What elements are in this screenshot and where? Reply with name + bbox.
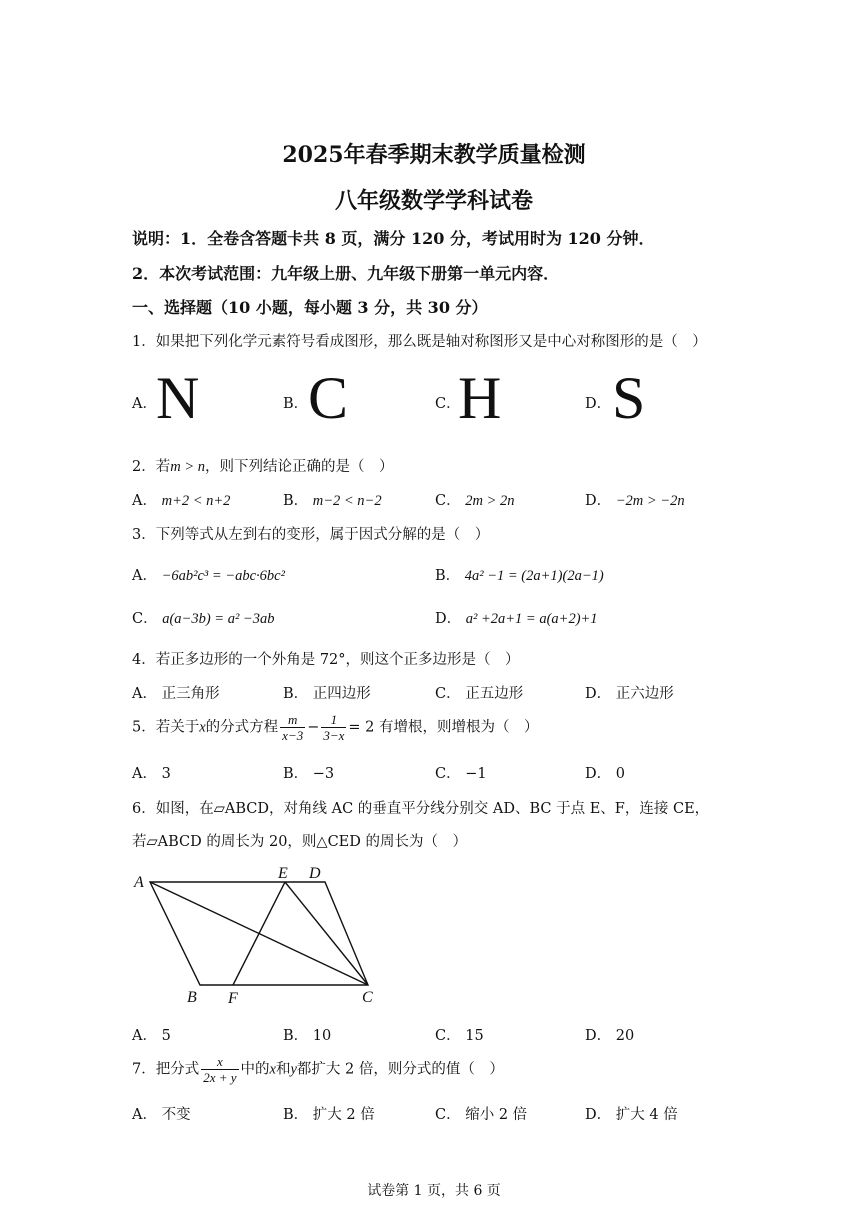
q4-option-c [435, 682, 523, 703]
option-text: 正四边形 [312, 686, 371, 702]
q7-option-c [435, 1103, 527, 1124]
q4-option-d [585, 682, 674, 703]
option-label: C． [435, 686, 461, 702]
q5-stem-text-3: = 2 有增根，则增根为（ ） [348, 719, 539, 736]
q7-var-x: x [269, 1061, 276, 1078]
option-text: a² +2a+1 = a(a+2)+1 [465, 611, 598, 627]
option-label: C． [435, 1107, 461, 1123]
q5-option-c [435, 762, 487, 783]
option-label: B． [283, 493, 309, 509]
option-text: 正五边形 [465, 686, 524, 702]
option-label: D． [585, 686, 612, 702]
q4-stem: 4．若正多边形的一个外角是 72°，则这个正多边形是（ ） [132, 652, 520, 668]
q7-option-a [132, 1103, 191, 1124]
option-text: 10 [312, 1028, 332, 1044]
page-footer: 试卷第 1 页，共 6 页 [367, 1183, 501, 1199]
option-text: −6ab²c³ = −abc·6bc² [161, 568, 285, 584]
option-label: D． [585, 1028, 612, 1044]
q2-stem-math: m > n [170, 459, 205, 475]
q6-option-a [132, 1024, 171, 1045]
q7-stem-text-2: 中的 [240, 1061, 270, 1078]
q4-option-a [132, 682, 220, 703]
q2-stem [132, 455, 394, 476]
fraction-denominator: x−3 [282, 728, 304, 743]
option-text: 扩大 4 倍 [615, 1107, 678, 1123]
q2-option-d [585, 489, 685, 510]
vertex-label-d: D [309, 865, 321, 882]
q7-stem-text-3: 都扩大 2 倍，则分式的值（ ） [296, 1061, 504, 1078]
option-text: 扩大 2 倍 [312, 1107, 375, 1123]
exam-subtitle: 八年级数学学科试卷 [334, 188, 533, 214]
q5-var: x [199, 719, 206, 736]
q6-stem-line-1: 6．如图，在▱ABCD，对角线 AC 的垂直平分线分别交 AD、BC 于点 E、F，连接 CE， [132, 801, 710, 817]
option-label: C． [435, 1028, 461, 1044]
point-label-f: F [228, 990, 238, 1007]
option-label: A． [132, 568, 157, 584]
q6-option-d [585, 1024, 634, 1045]
option-text: 15 [465, 1028, 484, 1044]
option-label: C． [435, 493, 461, 509]
option-label: C． [132, 611, 158, 627]
q5-stem-text-2: 的分式方程 [205, 719, 279, 736]
q2-option-c [435, 489, 514, 510]
q6-stem-line-2: 若▱ABCD 的周长为 20，则△CED 的周长为（ ） [132, 834, 467, 850]
q7-option-d [585, 1103, 678, 1124]
option-label: D． [585, 766, 612, 782]
option-label: B． [283, 686, 309, 702]
option-label: A． [132, 493, 157, 509]
exam-title: 2025年春季期末教学质量检测 [282, 142, 586, 168]
q2-stem-text: 2．若 [132, 459, 171, 475]
option-text: 缩小 2 倍 [465, 1107, 528, 1123]
segment-ef [233, 882, 285, 985]
section-heading: 一、选择题（10 小题，每小题 3 分，共 30 分） [132, 298, 488, 317]
option-text: m−2 < n−2 [312, 493, 382, 509]
q3-option-b [435, 564, 604, 585]
q3-stem: 3．下列等式从左到右的变形，属于因式分解的是（ ） [132, 527, 490, 543]
fraction-numerator: x [201, 1054, 238, 1070]
q1-option-c-label: C． [435, 396, 461, 412]
option-text: 4a² −1 = (2a+1)(2a−1) [464, 568, 604, 584]
option-text: 3 [161, 766, 171, 782]
segment-ce [285, 882, 368, 985]
fraction-denominator: 3−x [323, 728, 345, 743]
fraction-numerator: m [280, 712, 305, 728]
option-text: 20 [615, 1028, 635, 1044]
q6-parallelogram-figure [125, 862, 385, 1010]
option-label: B． [283, 1107, 309, 1123]
q1-option-b-label: B． [283, 396, 309, 412]
fraction-numerator: 1 [321, 712, 346, 728]
q1-option-a-symbol: N [156, 365, 200, 431]
q4-option-b [283, 682, 371, 703]
q1-option-d-symbol: S [612, 365, 646, 431]
q1-option-a-label: A． [132, 396, 157, 412]
option-text: 正三角形 [161, 686, 220, 702]
vertex-label-a: A [134, 874, 144, 891]
option-label: A． [132, 1107, 157, 1123]
q1-option-b-symbol: C [308, 365, 349, 431]
option-label: B． [283, 766, 309, 782]
instruction-line-2: 2．本次考试范围：九年级上册、九年级下册第一单元内容． [132, 264, 560, 283]
q5-fraction-2 [321, 712, 346, 743]
q5-minus: − [307, 719, 320, 736]
point-label-e: E [278, 865, 288, 882]
option-label: B． [435, 568, 461, 584]
option-label: A． [132, 686, 157, 702]
q3-option-a [132, 564, 285, 585]
q7-option-b [283, 1103, 375, 1124]
q5-option-d [585, 762, 625, 783]
q5-fraction-1 [280, 712, 305, 743]
instruction-line-1: 说明：1．全卷含答题卡共 8 页，满分 120 分，考试用时为 120 分钟． [132, 229, 655, 248]
q5-stem-text: 5．若关于 [132, 719, 200, 736]
option-label: D． [585, 1107, 612, 1123]
q6-option-b [283, 1024, 331, 1045]
q7-var-y: y [290, 1061, 297, 1078]
q2-option-a [132, 489, 230, 510]
q7-stem-text: 7．把分式 [132, 1061, 200, 1078]
option-text: 5 [161, 1028, 171, 1044]
option-label: D． [585, 493, 612, 509]
q1-stem: 1．如果把下列化学元素符号看成图形，那么既是轴对称图形又是中心对称图形的是（ ） [132, 334, 707, 350]
option-label: B． [283, 1028, 309, 1044]
option-label: A． [132, 1028, 157, 1044]
option-text: m+2 < n+2 [161, 493, 231, 509]
q3-option-c [132, 607, 274, 628]
option-text: −1 [465, 766, 487, 782]
q1-option-c-symbol: H [458, 365, 502, 431]
option-label: C． [435, 766, 461, 782]
option-text: 0 [615, 766, 625, 782]
q5-option-b [283, 762, 334, 783]
option-text: −3 [312, 766, 335, 782]
option-text: −2m > −2n [615, 493, 685, 509]
q1-option-d-label: D． [585, 396, 612, 412]
option-label: D． [435, 611, 462, 627]
q7-stem [132, 1054, 504, 1085]
q5-stem [132, 712, 539, 743]
q2-option-b [283, 489, 382, 510]
option-label: A． [132, 766, 157, 782]
option-text: 2m > 2n [465, 493, 515, 509]
option-text: 正六边形 [615, 686, 674, 702]
option-text: a(a−3b) = a² −3ab [162, 611, 275, 627]
q2-stem-text-end: ，则下列结论正确的是（ ） [205, 459, 394, 475]
q7-and: 和 [275, 1061, 291, 1078]
vertex-label-c: C [362, 989, 373, 1006]
q5-option-a [132, 762, 171, 783]
q3-option-d [435, 607, 598, 628]
vertex-label-b: B [187, 989, 197, 1006]
q7-fraction [201, 1054, 238, 1085]
fraction-denominator: 2x + y [203, 1070, 237, 1085]
q6-option-c [435, 1024, 484, 1045]
option-text: 不变 [161, 1107, 191, 1123]
